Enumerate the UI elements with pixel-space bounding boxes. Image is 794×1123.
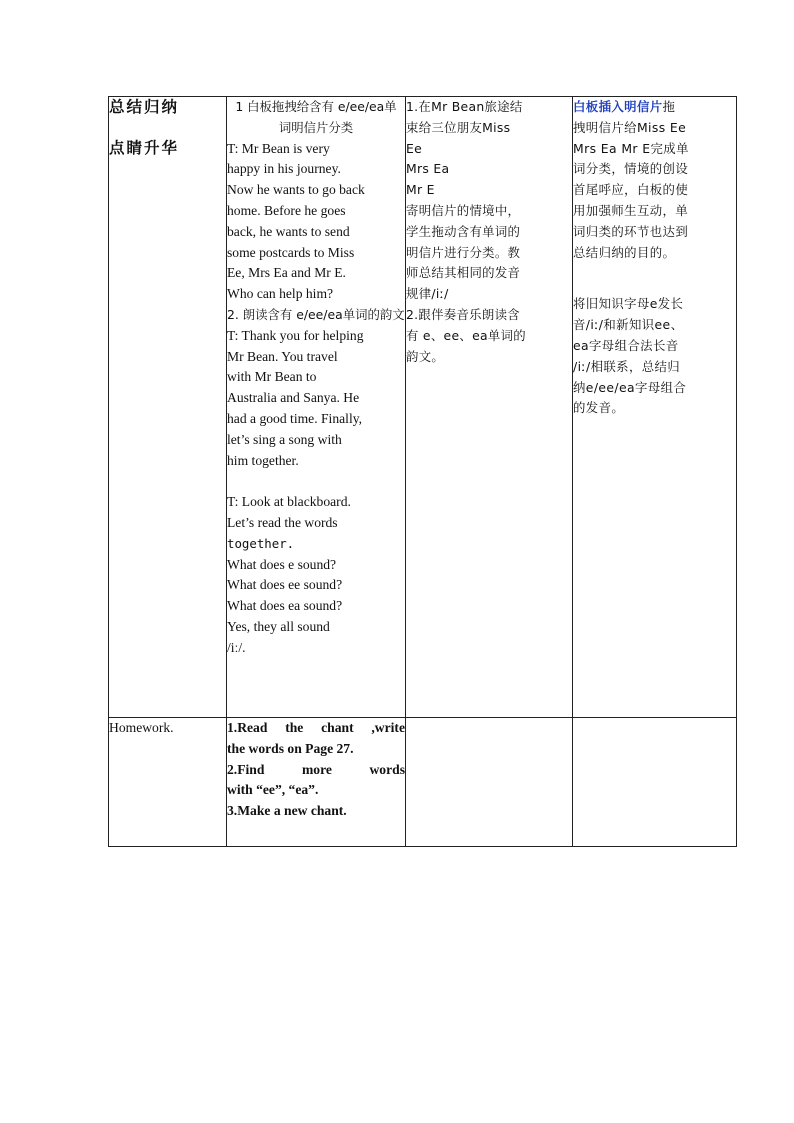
process-text-line: T: Look at blackboard. bbox=[227, 494, 351, 510]
intent-text-line: 词分类，情境的创设 bbox=[573, 161, 689, 177]
homework-item-1a: 1.Read the chant ,write bbox=[227, 720, 405, 735]
homework-item-1b: the words on Page 27. bbox=[227, 740, 354, 756]
process-text-line: him together. bbox=[227, 452, 299, 468]
process-text-line: Who can help him? bbox=[227, 286, 334, 302]
process-text-line: T: Thank you for helping bbox=[227, 327, 364, 343]
process-text-line: /iː/. bbox=[227, 639, 246, 655]
intent-text-line: 纳e/ee/ea字母组合 bbox=[573, 379, 687, 395]
homework-item-3: 3.Make a new chant. bbox=[227, 803, 347, 819]
student-text-line: 韵文。 bbox=[406, 348, 445, 364]
student-text-line: 明信片进行分类。教 bbox=[406, 244, 521, 260]
intent-text-line: 拽明信片给Miss Ee bbox=[573, 119, 687, 135]
intent-first-line bbox=[573, 97, 736, 118]
student-text-line: Mr E bbox=[406, 182, 435, 198]
intent-text-line: 首尾呼应，白板的使 bbox=[573, 182, 689, 198]
summary-row bbox=[109, 97, 737, 718]
process-text-line: together. bbox=[227, 535, 295, 551]
process-text-line: What does ee sound? bbox=[227, 577, 343, 593]
intent-highlight: 白板插入明信片 bbox=[573, 99, 663, 114]
process-text-line: happy in his journey. bbox=[227, 161, 341, 177]
process-text-line: back, he wants to send bbox=[227, 223, 350, 239]
student-text-line: 束给三位朋友Miss bbox=[406, 119, 511, 135]
student-text-line: Mrs Ea bbox=[406, 161, 450, 177]
homework-label: Homework. bbox=[109, 718, 227, 847]
design-intent-cell bbox=[573, 97, 737, 718]
homework-item-2a: 2.Find more words bbox=[227, 761, 405, 777]
student-text-line: 有 e、ee、ea单词的 bbox=[406, 327, 526, 343]
intent-first-rest: 拖 bbox=[662, 99, 676, 114]
intent-text-line: 的发音。 bbox=[573, 400, 625, 416]
intent-text-line: Mrs Ea Mr E完成单 bbox=[573, 140, 689, 156]
process-text-line: What does ea sound? bbox=[227, 598, 343, 614]
process-text-line: Yes, they all sound bbox=[227, 618, 330, 634]
teaching-process-cell bbox=[227, 97, 406, 718]
empty-cell bbox=[406, 718, 573, 847]
stage-title-line1: 总结归纳 bbox=[109, 98, 180, 116]
intent-text-line: /iː/相联系，总结归 bbox=[573, 358, 681, 374]
process-text-line: Now he wants to go back bbox=[227, 182, 365, 198]
lesson-plan-table bbox=[108, 96, 737, 847]
student-text-line: 1.在Mr Bean旅途结 bbox=[406, 99, 523, 114]
intent-text-line: 用加强师生互动，单 bbox=[573, 202, 689, 218]
intent-text-line: 总结归纳的目的。 bbox=[573, 244, 676, 260]
stage-title-line2: 点睛升华 bbox=[109, 139, 180, 157]
process-step2-title: 2. 朗读含有 e/ee/ea单词的韵文 bbox=[227, 306, 405, 322]
process-text-line: home. Before he goes bbox=[227, 202, 346, 218]
process-text-line: Australia and Sanya. He bbox=[227, 390, 360, 406]
process-text-line: some postcards to Miss bbox=[227, 244, 355, 260]
process-text-line: Ee, Mrs Ea and Mr E. bbox=[227, 265, 346, 281]
student-text-line: 2.跟伴奏音乐朗读含 bbox=[406, 306, 520, 322]
intent-text-line: 词归类的环节也达到 bbox=[573, 223, 689, 239]
process-text-line: let’s sing a song with bbox=[227, 431, 342, 447]
homework-row bbox=[109, 718, 737, 847]
student-activity-cell bbox=[406, 97, 573, 718]
process-text-line: T: Mr Bean is very bbox=[227, 140, 330, 156]
process-text-line: Mr Bean. You travel bbox=[227, 348, 338, 364]
intent-text-line: ea字母组合法长音 bbox=[573, 337, 679, 353]
intent-text-line: 将旧知识字母e发长 bbox=[573, 296, 684, 312]
empty-cell bbox=[573, 718, 737, 847]
process-step1-title: 1 白板拖拽给含有 e/ee/ea单词明信片分类 bbox=[235, 99, 397, 135]
process-text-line: Let’s read the words bbox=[227, 514, 338, 530]
student-text-line: 学生拖动含有单词的 bbox=[406, 223, 521, 239]
paragraph-gap bbox=[573, 263, 736, 294]
homework-items-cell bbox=[227, 718, 406, 847]
process-text-line: had a good time. Finally, bbox=[227, 410, 363, 426]
homework-item-2b: with “ee”, “ea”. bbox=[227, 782, 319, 798]
student-text-line: Ee bbox=[406, 140, 423, 156]
student-text-line: 寄明信片的情境中， bbox=[406, 202, 521, 218]
student-text-line: 师总结其相同的发音 bbox=[406, 265, 521, 281]
intent-text-line: 音/iː/和新知识ee、 bbox=[573, 317, 684, 333]
student-text-line: 规律/iː/ bbox=[406, 286, 449, 302]
process-text-line: with Mr Bean to bbox=[227, 369, 317, 385]
stage-cell bbox=[109, 97, 227, 718]
paragraph-gap bbox=[227, 471, 405, 492]
process-text-line: What does e sound? bbox=[227, 556, 337, 572]
